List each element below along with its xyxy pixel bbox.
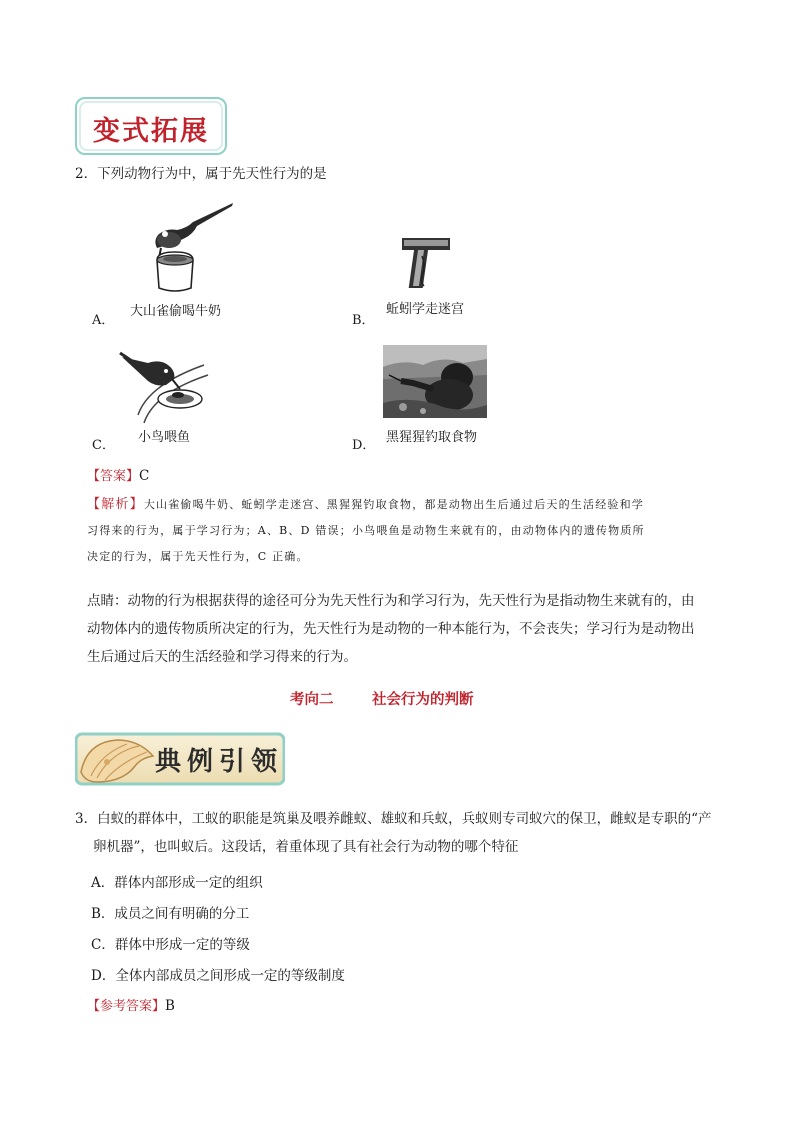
- option-line: D．全体内部成员之间形成一定的等级制度: [91, 968, 345, 984]
- analysis-line: 大山雀偷喝牛奶、蚯蚓学走迷宫、黑猩猩钓取食物，都是动物出生后通过后天的生活经验和学: [143, 498, 645, 511]
- analysis-block: [87, 492, 645, 570]
- option-a-caption: 大山雀偷喝牛奶: [130, 304, 222, 319]
- chimpanzee-photo-icon: [383, 345, 487, 418]
- option-b-letter: B．: [352, 313, 375, 328]
- option-line: B．成员之间有明确的分工: [91, 906, 250, 922]
- answer-value: C: [139, 468, 150, 484]
- example-banner-title: 典例引领: [155, 747, 284, 777]
- analysis-line: 决定的行为，属于先天性行为，C 正确。: [87, 550, 309, 563]
- note-block: [87, 587, 695, 671]
- variation-banner-title: 变式拓展: [93, 116, 209, 147]
- option-d-letter: D．: [352, 438, 376, 453]
- reference-answer-value: B: [165, 998, 175, 1014]
- note-line: 动物体内的遗传物质所决定的行为，先天性行为是动物的一种本能行为，不会丧失；学习行为是动物出: [87, 621, 695, 637]
- bird-feeding-fish-icon: [118, 345, 210, 427]
- section-title: 社会行为的判断: [372, 691, 474, 708]
- t-maze-icon: [400, 236, 454, 292]
- note-line: 点睛：动物的行为根据获得的途径可分为先天性行为和学习行为，先天性行为是指动物生来就有的，由: [87, 593, 695, 609]
- option-line: A．群体内部形成一定的组织: [91, 875, 263, 891]
- analysis-tag: 【解析】: [87, 497, 144, 512]
- reference-answer-tag: 【参考答案】: [87, 999, 166, 1014]
- question-3-line: 3．白蚁的群体中，工蚁的职能是筑巢及喂养雌蚁、雄蚁和兵蚁，兵蚁则专司蚁穴的保卫，雌蚁是专职的“产: [75, 811, 712, 827]
- option-c-caption: 小鸟喂鱼: [138, 430, 191, 445]
- answer-line: [87, 465, 149, 486]
- analysis-line: 习得来的行为，属于学习行为；A、B、D 错误；小鸟喂鱼是动物生来就有的，由动物体内的遗传物质所: [87, 524, 645, 537]
- question-3-line: 卵机器”，也叫蚁后。这段话，着重体现了具有社会行为动物的哪个特征: [93, 839, 519, 855]
- option-line: C．群体中形成一定的等级: [91, 937, 250, 953]
- option-a-image: [135, 200, 235, 295]
- question-3-stem: [75, 805, 712, 861]
- option-a-letter: A．: [92, 313, 115, 328]
- question-3-options: [91, 868, 345, 992]
- answer-tag: 【答案】: [87, 469, 140, 484]
- note-line: 生后通过后天的生活经验和学习得来的行为。: [87, 649, 357, 665]
- option-c-letter: C．: [92, 438, 115, 453]
- conch-shell-icon: [77, 732, 157, 788]
- option-b-caption: 蚯蚓学走迷宫: [386, 302, 465, 317]
- option-b-image: [400, 236, 454, 292]
- bird-drinking-milk-icon: [135, 200, 235, 295]
- option-d-image: [383, 345, 487, 418]
- question-2-stem: 2．下列动物行为中，属于先天性行为的是: [75, 166, 327, 182]
- example-banner: [75, 728, 285, 790]
- variation-banner: [75, 97, 227, 155]
- option-d-caption: 黑猩猩钓取食物: [386, 430, 478, 445]
- option-c-image: [118, 345, 210, 427]
- reference-answer-line: [87, 995, 175, 1016]
- section-label: 考向二: [290, 691, 334, 708]
